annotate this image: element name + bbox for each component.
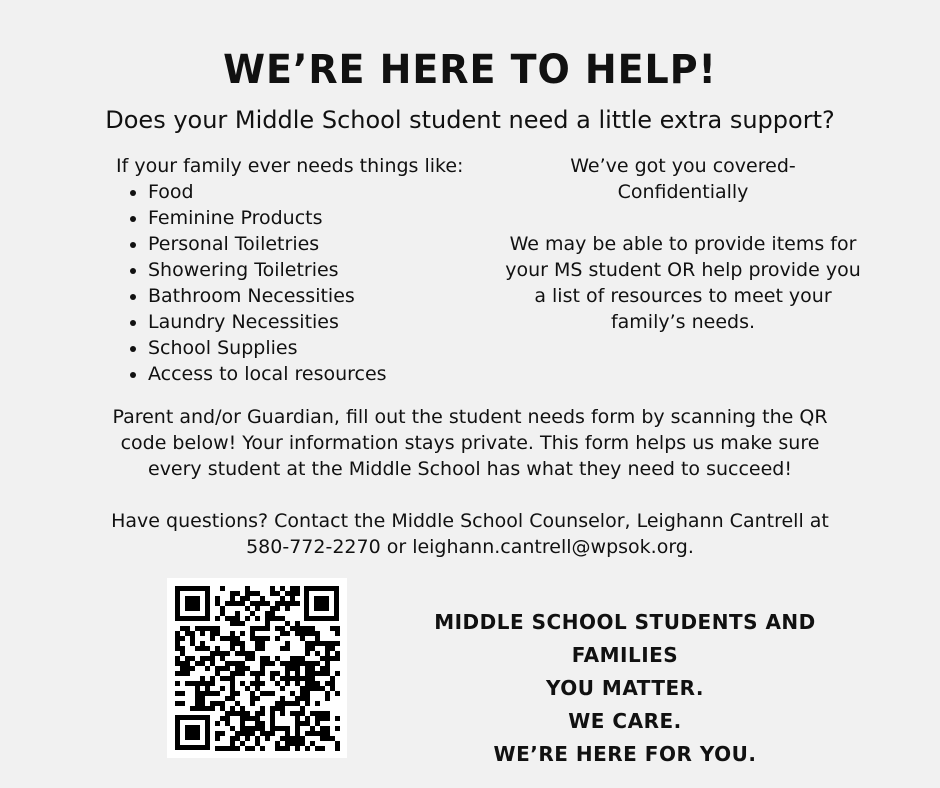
tagline-line: WE CARE. — [568, 709, 682, 733]
needs-section — [116, 153, 496, 387]
list-item: • Bathroom Necessities — [148, 283, 496, 309]
covered-line-2: Confidentially — [617, 181, 749, 203]
covered-section — [503, 153, 863, 335]
list-item: • Showering Toiletries — [148, 257, 496, 283]
covered-body-line: a list of resources to meet your — [534, 285, 832, 307]
qr-code-graphic — [167, 578, 347, 758]
spacer — [503, 205, 863, 231]
page-title: WE’RE HERE TO HELP! — [223, 47, 717, 93]
covered-body-line: your MS student OR help provide you — [505, 259, 861, 281]
form-paragraph-line: code below! Your information stays private. This form helps us make sure — [120, 432, 820, 454]
list-item: • Personal Toiletries — [148, 231, 496, 257]
contact-line: Have questions? Contact the Middle School Counselor, Leighann Cantrell at — [111, 510, 829, 532]
covered-body-line: family’s needs. — [610, 311, 756, 333]
form-paragraph-line: every student at the Middle School has what they need to succeed! — [148, 458, 792, 480]
tagline-line: YOU MATTER. — [545, 676, 705, 700]
contact-paragraph — [110, 508, 830, 560]
covered-body-line: We may be able to provide items for — [509, 233, 857, 255]
tagline-line: WE’RE HERE FOR YOU. — [493, 742, 757, 766]
form-paragraph-line: Parent and/or Guardian, fill out the student needs form by scanning the QR — [112, 406, 828, 428]
form-paragraph — [110, 404, 830, 482]
list-item: • Laundry Necessities — [148, 309, 496, 335]
needs-list — [116, 179, 496, 387]
page-subtitle: Does your Middle School student need a little extra support? — [105, 106, 835, 134]
list-item: • Food — [148, 179, 496, 205]
list-item: • School Supplies — [148, 335, 496, 361]
qr-code-icon[interactable] — [167, 578, 347, 758]
covered-line-1: We’ve got you covered- — [570, 155, 796, 177]
tagline — [400, 606, 850, 771]
needs-intro: If your family ever needs things like: — [116, 155, 464, 177]
list-item: • Access to local resources — [148, 361, 496, 387]
list-item: • Feminine Products — [148, 205, 496, 231]
contact-line: 580-772-2270 or leighann.cantrell@wpsok.org. — [246, 536, 694, 558]
tagline-line: MIDDLE SCHOOL STUDENTS AND FAMILIES — [434, 610, 816, 667]
